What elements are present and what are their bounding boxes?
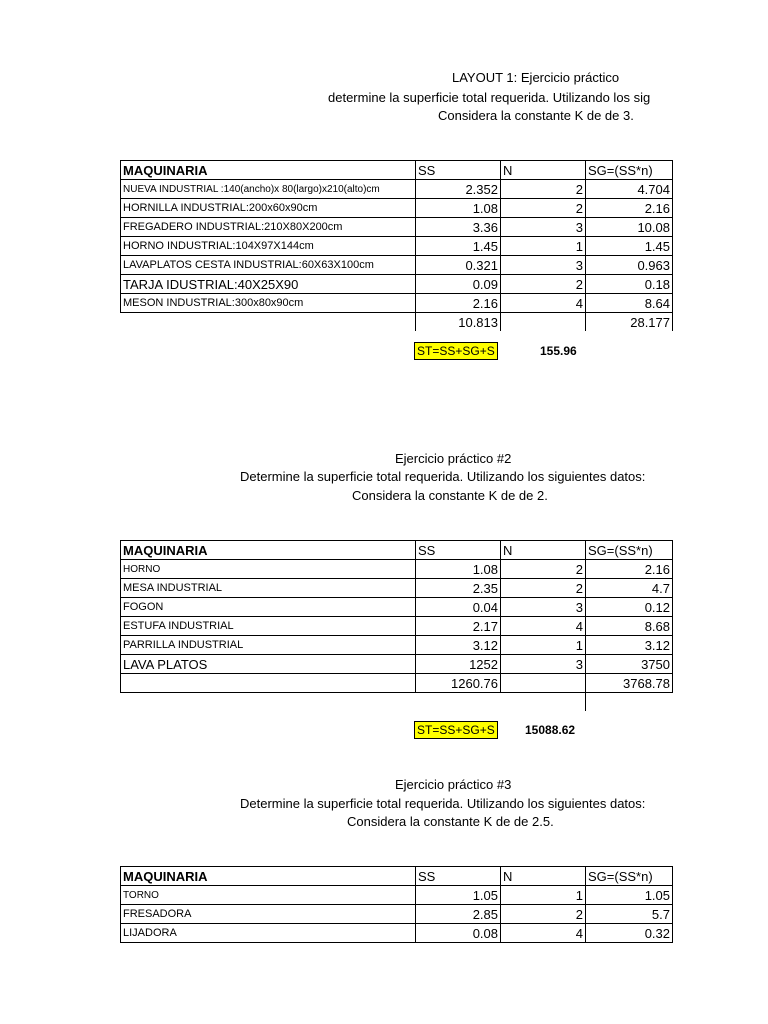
cell-name: TARJA IDUSTRIAL:40X25X90 [121, 275, 416, 294]
ex2-title: Ejercicio práctico #2 [395, 451, 512, 466]
table-header-row [121, 867, 673, 886]
cell-sg: 0.18 [586, 275, 673, 294]
st-total-value: 155.96 [540, 344, 577, 358]
cell-name: HORNILLA INDUSTRIAL:200x60x90cm [121, 199, 416, 218]
cell-ss: 0.04 [416, 598, 501, 617]
cell-n: 3 [501, 655, 586, 674]
st-formula-label: ST=SS+SG+S [414, 721, 498, 739]
header-ss: SS [416, 867, 501, 886]
table-row [121, 294, 673, 313]
ex2-table [120, 540, 673, 711]
cell-sg: 5.7 [586, 905, 673, 924]
cell-n: 1 [501, 237, 586, 256]
table-row [121, 924, 673, 943]
cell-sg: 3.12 [586, 636, 673, 655]
cell-n: 3 [501, 256, 586, 275]
cell-ss: 1.05 [416, 886, 501, 905]
cell-n: 2 [501, 905, 586, 924]
cell-ss: 1.45 [416, 237, 501, 256]
header-sg: SG=(SS*n) [586, 161, 673, 180]
ex3-constant: Considera la constante K de de 2.5. [347, 814, 554, 829]
total-sg: 3768.78 [586, 674, 673, 693]
cell-name: FOGON [121, 598, 416, 617]
cell-ss: 3.36 [416, 218, 501, 237]
total-ss: 10.813 [416, 313, 501, 332]
table-row [121, 560, 673, 579]
cell-name: HORNO INDUSTRIAL:104X97X144cm [121, 237, 416, 256]
cell-name: FREGADERO INDUSTRIAL:210X80X200cm [121, 218, 416, 237]
cell-sg: 1.45 [586, 237, 673, 256]
cell-name: TORNO [121, 886, 416, 905]
cell-sg: 1.05 [586, 886, 673, 905]
table-header-row [121, 541, 673, 560]
cell-name: LAVAPLATOS CESTA INDUSTRIAL:60X63X100cm [121, 256, 416, 275]
cell-sg: 4.7 [586, 579, 673, 598]
cell-sg: 0.963 [586, 256, 673, 275]
layout1-instructions: determine la superficie total requerida. Utilizando los sig [328, 90, 651, 105]
ex3-table [120, 866, 673, 943]
table-row [121, 886, 673, 905]
cell-ss: 2.85 [416, 905, 501, 924]
cell-n [501, 674, 586, 693]
cell-ss: 2.16 [416, 294, 501, 313]
cell-name [121, 674, 416, 693]
table-row [121, 655, 673, 674]
cell-n: 1 [501, 886, 586, 905]
header-ss: SS [416, 541, 501, 560]
ex3-instructions: Determine la superficie total requerida. Utilizando los siguientes datos: [240, 796, 646, 811]
cell-ss: 3.12 [416, 636, 501, 655]
cell-ss: 0.08 [416, 924, 501, 943]
table-row [121, 598, 673, 617]
cell-sg: 0.12 [586, 598, 673, 617]
table-row [121, 579, 673, 598]
table-row [121, 674, 673, 693]
cell-sg: 0.32 [586, 924, 673, 943]
header-sg: SG=(SS*n) [586, 867, 673, 886]
cell-ss: 1.08 [416, 199, 501, 218]
cell-name: FRESADORA [121, 905, 416, 924]
layout1-title: LAYOUT 1: Ejercicio práctico [452, 70, 620, 85]
header-maquinaria: MAQUINARIA [121, 161, 416, 180]
layout1-constant: Considera la constante K de de 3. [438, 108, 634, 123]
cell-n: 2 [501, 560, 586, 579]
cell-n: 2 [501, 180, 586, 199]
header-n: N [501, 541, 586, 560]
table-row [121, 180, 673, 199]
cell-sg: 8.64 [586, 294, 673, 313]
header-maquinaria: MAQUINARIA [121, 541, 416, 560]
cell-n: 2 [501, 275, 586, 294]
total-ss: 1260.76 [416, 674, 501, 693]
header-n: N [501, 867, 586, 886]
cell-n: 4 [501, 924, 586, 943]
st-formula-label: ST=SS+SG+S [414, 342, 498, 360]
cell-ss: 0.321 [416, 256, 501, 275]
cell-sg: 10.08 [586, 218, 673, 237]
header-sg: SG=(SS*n) [586, 541, 673, 560]
layout1-table [120, 160, 673, 331]
cell-name: ESTUFA INDUSTRIAL [121, 617, 416, 636]
st-total-value: 15088.62 [525, 723, 576, 737]
cell-ss: 1.08 [416, 560, 501, 579]
table-header-row [121, 161, 673, 180]
cell-sg: 3750 [586, 655, 673, 674]
cell-ss: 1252 [416, 655, 501, 674]
ex2-constant: Considera la constante K de de 2. [352, 488, 548, 503]
cell-name: HORNO [121, 560, 416, 579]
cell-name: PARRILLA INDUSTRIAL [121, 636, 416, 655]
header-maquinaria: MAQUINARIA [121, 867, 416, 886]
cell-ss: 2.35 [416, 579, 501, 598]
cell-n: 4 [501, 294, 586, 313]
totals-row [121, 313, 673, 332]
table-row [121, 218, 673, 237]
cell-n: 2 [501, 199, 586, 218]
cell-sg: 2.16 [586, 199, 673, 218]
cell-sg: 4.704 [586, 180, 673, 199]
cell-sg: 2.16 [586, 560, 673, 579]
ex3-title: Ejercicio práctico #3 [395, 777, 512, 792]
table-row [121, 636, 673, 655]
table-row [121, 237, 673, 256]
cell-sg: 8.68 [586, 617, 673, 636]
cell-name: LIJADORA [121, 924, 416, 943]
table-row [121, 199, 673, 218]
cell-ss: 2.352 [416, 180, 501, 199]
cell-name: NUEVA INDUSTRIAL :140(ancho)x 80(largo)x210(alto)cm [121, 180, 416, 199]
table-row [121, 256, 673, 275]
cell-n: 3 [501, 598, 586, 617]
table-row [121, 905, 673, 924]
cell-ss: 2.17 [416, 617, 501, 636]
table-row [121, 617, 673, 636]
header-n: N [501, 161, 586, 180]
cell-n: 4 [501, 617, 586, 636]
table-row [121, 275, 673, 294]
cell-n: 3 [501, 218, 586, 237]
total-sg: 28.177 [586, 313, 673, 332]
cell-name: LAVA PLATOS [121, 655, 416, 674]
cell-name: MESA INDUSTRIAL [121, 579, 416, 598]
header-ss: SS [416, 161, 501, 180]
cell-n: 1 [501, 636, 586, 655]
cell-name: MESON INDUSTRIAL:300x80x90cm [121, 294, 416, 313]
cell-n: 2 [501, 579, 586, 598]
cell-ss: 0.09 [416, 275, 501, 294]
ex2-instructions: Determine la superficie total requerida. Utilizando los siguientes datos: [240, 469, 646, 484]
